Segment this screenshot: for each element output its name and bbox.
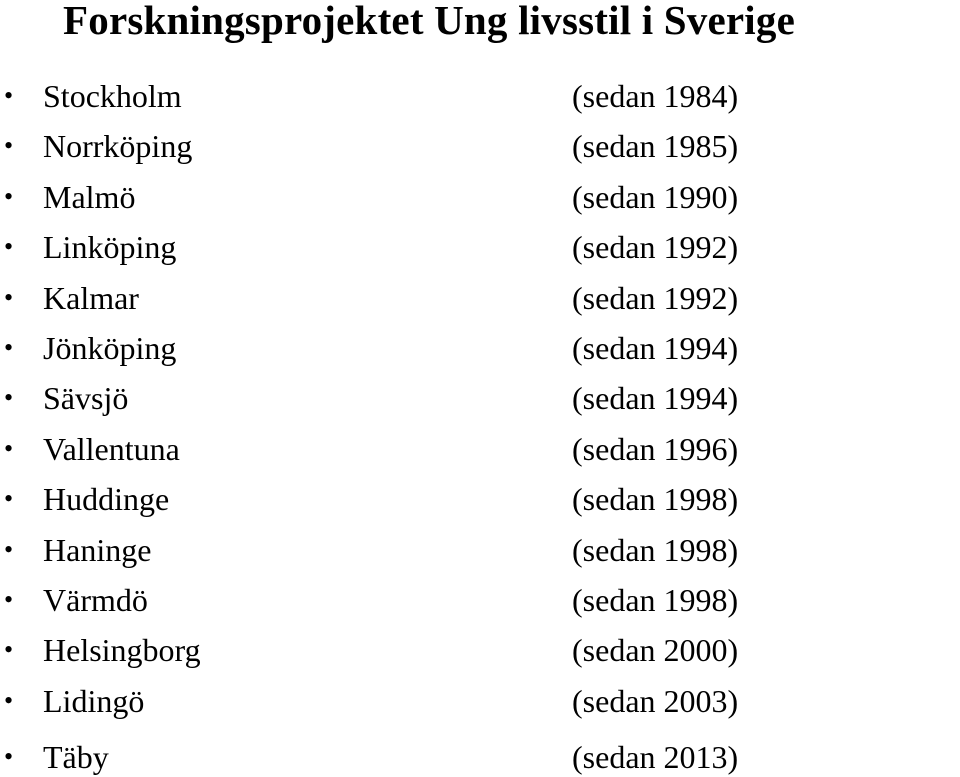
city-name: Jönköping bbox=[43, 329, 177, 366]
list-item bbox=[0, 223, 960, 273]
city-list bbox=[0, 72, 960, 777]
since-year: (sedan 1998) bbox=[572, 531, 739, 568]
list-item bbox=[0, 122, 960, 172]
list-item bbox=[0, 526, 960, 576]
bullet-icon: • bbox=[4, 383, 14, 413]
bullet-icon: • bbox=[4, 81, 14, 110]
list-item bbox=[0, 475, 960, 525]
bullet-icon: • bbox=[4, 332, 14, 362]
city-name: Norrköping bbox=[43, 128, 193, 165]
city-name: Lidingö bbox=[43, 682, 145, 719]
bullet-icon: • bbox=[4, 282, 14, 312]
city-name: Täby bbox=[43, 739, 109, 776]
bullet-icon: • bbox=[4, 685, 14, 715]
bullet-icon: • bbox=[4, 584, 14, 614]
city-name: Sävsjö bbox=[43, 380, 129, 417]
since-year: (sedan 1998) bbox=[572, 481, 739, 518]
list-item bbox=[0, 274, 960, 324]
bullet-icon: • bbox=[4, 433, 14, 463]
city-name: Linköping bbox=[43, 229, 177, 266]
since-year: (sedan 1998) bbox=[572, 581, 739, 618]
since-year: (sedan 1985) bbox=[572, 128, 739, 165]
list-item bbox=[0, 72, 960, 122]
bullet-icon: • bbox=[4, 181, 14, 211]
since-year: (sedan 1996) bbox=[572, 430, 739, 467]
bullet-icon: • bbox=[4, 635, 14, 665]
city-name: Värmdö bbox=[43, 581, 148, 618]
since-year: (sedan 2000) bbox=[572, 632, 739, 669]
list-item bbox=[0, 677, 960, 727]
list-item bbox=[0, 374, 960, 424]
page-title: Forskningsprojektet Ung livsstil i Sverige bbox=[63, 0, 795, 43]
city-name: Haninge bbox=[43, 531, 152, 568]
list-item bbox=[0, 324, 960, 374]
list-item bbox=[0, 425, 960, 475]
list-item bbox=[0, 626, 960, 676]
since-year: (sedan 2003) bbox=[572, 682, 739, 719]
since-year: (sedan 1992) bbox=[572, 279, 739, 316]
since-year: (sedan 1990) bbox=[572, 178, 739, 215]
bullet-icon: • bbox=[4, 232, 14, 262]
list-item bbox=[0, 727, 960, 777]
city-name: Kalmar bbox=[43, 279, 139, 316]
city-name: Vallentuna bbox=[43, 430, 180, 467]
city-name: Malmö bbox=[43, 178, 136, 215]
since-year: (sedan 1994) bbox=[572, 380, 739, 417]
bullet-icon: • bbox=[4, 484, 14, 514]
bullet-icon: • bbox=[4, 534, 14, 564]
city-name: Stockholm bbox=[43, 78, 182, 114]
list-item bbox=[0, 576, 960, 626]
city-name: Helsingborg bbox=[43, 632, 201, 669]
since-year: (sedan 1984) bbox=[572, 78, 739, 114]
bullet-icon: • bbox=[4, 131, 14, 161]
since-year: (sedan 2013) bbox=[572, 739, 739, 776]
list-item bbox=[0, 173, 960, 223]
since-year: (sedan 1992) bbox=[572, 229, 739, 266]
bullet-icon: • bbox=[4, 742, 14, 772]
since-year: (sedan 1994) bbox=[572, 329, 739, 366]
city-name: Huddinge bbox=[43, 481, 170, 518]
